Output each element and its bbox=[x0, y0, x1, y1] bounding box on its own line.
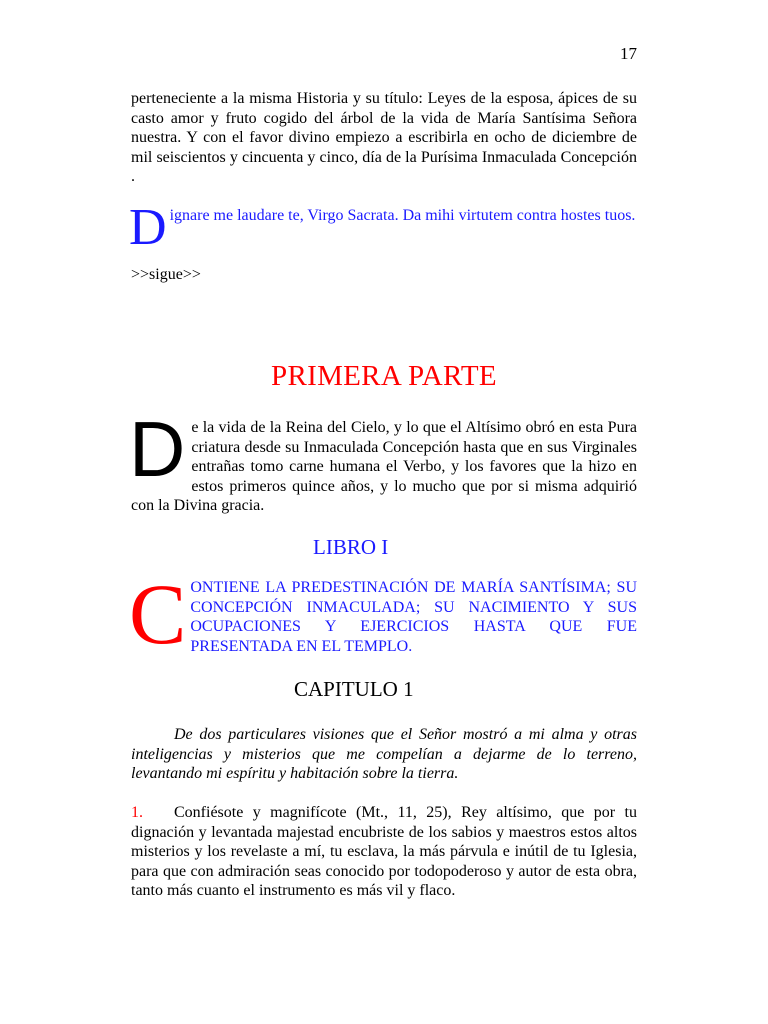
drop-cap-initial: D bbox=[129, 405, 186, 493]
continue-marker: >>sigue>> bbox=[131, 266, 201, 283]
latin-invocation-text: ignare me laudare te, Virgo Sacrata. Da mihi virtutem contra hostes tuos. bbox=[169, 207, 636, 224]
latin-invocation bbox=[129, 199, 637, 256]
continuation-paragraph: perteneciente a la misma Historia y su título: Leyes de la esposa, ápices de su casto amor y fruto cogido del árbol de la vida de María Santísima Señora nuestra. Y con el favor divino empiezo a escribirla en ocho de diciembre de mil seiscientos y cincuenta y cinco, día de la Purísima Inmaculada Concepción . bbox=[131, 90, 637, 186]
book-summary bbox=[129, 566, 637, 662]
paragraph-number: 1. bbox=[131, 804, 143, 821]
chapter-title: CAPITULO 1 bbox=[294, 677, 414, 701]
chapter-summary: De dos particulares visiones que el Señor mostró a mi alma y otras inteligencias y misterios que me compelían a dejarme de lo terreno, levantando mi espíritu y habitación sobre la tierra. bbox=[131, 726, 637, 783]
page-number: 17 bbox=[620, 44, 637, 63]
drop-cap-initial: C bbox=[129, 566, 187, 662]
book-summary-text: ONTIENE LA PREDESTINACIÓN DE MARÍA SANTÍSIMA; SU CONCEPCIÓN INMACULADA; SU NACIMIENTO Y SUS OCUPACIONES Y EJERCICIOS HASTA QUE FUE PRESENTADA EN EL TEMPLO. bbox=[190, 579, 637, 655]
part-introduction bbox=[129, 405, 637, 516]
numbered-paragraph bbox=[131, 803, 637, 901]
numbered-paragraph-text: Confiésote y magnifícote (Mt., 11, 25), Rey altísimo, que por tu dignación y levantada majestad encubriste de los sabios y maestros estos altos misterios y los revelaste a mí, tu esclava, la más párvula e inútil de tu Iglesia, para que con admiración seas conocido por todopoderoso y autor de esta obra, tanto más cuanto el instrumento es más vil y flaco. bbox=[131, 804, 637, 900]
book-title: LIBRO I bbox=[313, 535, 389, 559]
drop-cap-initial: D bbox=[129, 199, 167, 256]
part-introduction-text: e la vida de la Reina del Cielo, y lo que el Altísimo obró en esta Pura criatura desde su Inmaculada Concepción hasta que en sus Virginales entrañas tomo carne humana el Verbo, y los favores que la hizo en estos primeros quince años, y lo mucho que por si misma adquirió con la Divina gracia. bbox=[131, 419, 637, 515]
part-title: PRIMERA PARTE bbox=[271, 360, 497, 392]
